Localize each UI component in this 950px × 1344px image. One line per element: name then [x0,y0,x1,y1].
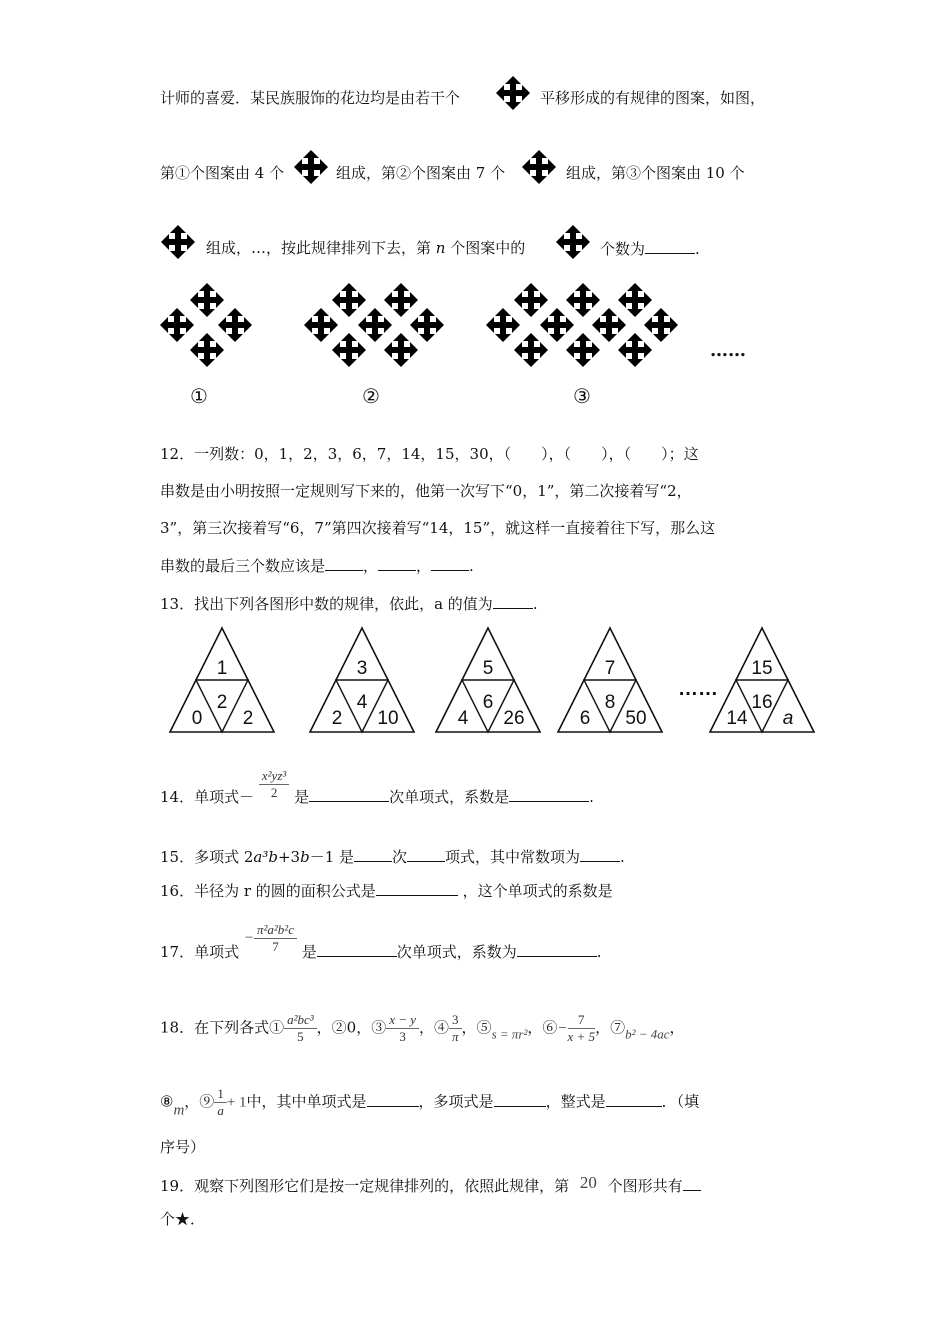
triangle-left-value: 6 [579,708,591,729]
q15-line: 15．多项式 2a³b+3b－1 是 次 项式，其中常数项为 . [160,845,625,868]
triangle-top-value: 5 [482,658,494,679]
triangles-ellipsis: …… [678,678,718,700]
number-triangle [310,628,414,732]
q18-expr-3: $\frac{x - y}{3}$ [386,1012,419,1045]
pattern-label-1: ① [190,384,208,408]
q12-line-2: 串数是由小明按照一定规则写下来的，他第一次写下“0，1”，第二次接着写“2， [160,482,692,500]
triangle-right-value: 26 [503,708,525,729]
pattern-3 [486,283,678,367]
triangle-top-value: 3 [356,658,368,679]
triangle-left-value: 4 [457,708,469,729]
q17-fraction: $\frac{\text{π²a²b²c}}{7}$ [254,922,297,955]
answer-blank[interactable] [376,879,458,896]
q14-fraction: $\frac{\text{x²yz³}}{2}$ [259,768,289,801]
intro-line-2b: 组成，第②个图案由 7 个 [336,164,506,182]
triangle-middle-value: 2 [216,692,228,713]
triangle-right-value: 10 [377,708,399,729]
answer-blank[interactable] [494,1090,546,1107]
pattern-2 [304,283,444,367]
q18-expr-8: m [173,1102,185,1119]
answer-blank[interactable] [580,845,620,862]
q18-line-1: 18．在下列各式① $\frac{\text{a²bc³}}{5}$ ，②0，③ $\frac{x - y}{3}$ ，④ $\frac{3}{\pi}$ ，⑤s = πr²，⑥− $\frac{7}{x + 5}$ ，⑦b² − 4ac， [160,1012,685,1044]
cross-motif-icon [556,225,590,259]
triangle-right-value: a [782,708,794,729]
triangle-right-value: 50 [625,708,647,729]
answer-blank[interactable] [317,940,397,957]
q14-line: 14．单项式－ $\frac{\text{x²yz³}}{2}$ 是 次单项式，系数是 . [160,767,594,806]
number-triangles-figure [160,626,820,738]
q19-line-2: 个★． [160,1210,206,1228]
answer-blank[interactable] [367,1090,419,1107]
intro-line-3-end: 个数为 . [600,237,700,260]
number-triangle [558,628,662,732]
q19-line: 19．观察下列图形它们是按一定规律排列的，依照此规律，第 20 个图形共有 [160,1172,701,1197]
q18-expr-4: $\frac{3}{\pi}$ [449,1012,462,1045]
q18-line-2: ⑧m，⑨ $\frac{1}{a}$ + 1中，其中单项式是 ，多项式是 ，整式是 ．（填 [160,1086,700,1119]
answer-blank[interactable] [354,845,392,862]
triangle-left-value: 2 [331,708,343,729]
q18-expr-7: b² − 4ac [625,1026,670,1042]
triangle-middle-value: 4 [356,692,368,713]
cross-motif-icon [161,225,195,259]
triangle-right-value: 2 [242,708,254,729]
number-triangle [710,628,814,732]
intro-line-2a: 第①个图案由 4 个 [160,164,285,182]
intro-line-2c: 组成，第③个图案由 10 个 [566,164,745,182]
answer-blank[interactable] [378,554,416,571]
q18-line-3: 序号） [160,1138,206,1156]
answer-blank[interactable] [407,845,445,862]
q18-expr-5: s = πr² [491,1026,528,1042]
pattern-label-3: ③ [573,384,591,408]
answer-blank[interactable] [509,785,589,802]
q12-line-3: 3”，第三次接着写“6，7”第四次接着写“14，15”，就这样一直接着往下写，那么这 [160,519,716,537]
answer-blank[interactable] [645,237,695,254]
answer-blank[interactable] [431,554,469,571]
pattern-ellipsis: …… [710,340,746,361]
triangle-top-value: 15 [751,658,773,679]
cross-motif-icon [294,150,328,184]
cross-patterns-figure [160,283,770,373]
triangle-top-value: 1 [216,658,228,679]
q17-line: 17．单项式 − $\frac{\text{π²a²b²c}}{7}$ 是 次单项式，系数为 . [160,921,602,961]
q12-line-1: 12．一列数：0，1，2，3，6，7，14，15，30，（ ），（ ），（ ）；这 [160,445,699,463]
q18-expr-1: $\frac{\text{a²bc³}}{5}$ [284,1012,317,1045]
intro-line-3: 组成，…，按此规律排列下去，第 n 个图案中的 [206,239,526,257]
answer-blank[interactable] [606,1090,662,1107]
answer-blank[interactable] [309,785,389,802]
triangle-left-value: 0 [191,708,203,729]
triangle-middle-value: 6 [482,692,494,713]
q16-line: 16．半径为 r 的圆的面积公式是 ，这个单项式的系数是 [160,879,613,902]
intro-line-1b: 平移形成的有规律的图案，如图， [540,89,766,107]
triangle-left-value: 14 [726,708,748,729]
answer-blank[interactable] [493,592,533,609]
answer-blank[interactable] [325,554,363,571]
q18-expr-9: $\frac{1}{a}$ [214,1086,227,1119]
pattern-1 [160,283,252,367]
q18-expr-6: $\frac{7}{x + 5}$ [567,1012,596,1044]
answer-blank[interactable] [517,940,597,957]
number-triangle [170,628,274,732]
triangle-middle-value: 8 [604,692,616,713]
intro-line-1: 计师的喜爱．某民族服饰的花边均是由若干个 [160,89,461,107]
triangle-middle-value: 16 [751,692,773,713]
cross-motif-icon [522,150,556,184]
cross-motif-icon [496,76,530,110]
pattern-label-2: ② [362,384,380,408]
answer-blank[interactable] [683,1174,701,1191]
number-triangle [436,628,540,732]
triangle-top-value: 7 [604,658,616,679]
q12-line-4: 串数的最后三个数应该是 ， ， . [160,554,474,577]
q13-line: 13．找出下列各图形中数的规律，依此，a 的值为 . [160,592,538,615]
